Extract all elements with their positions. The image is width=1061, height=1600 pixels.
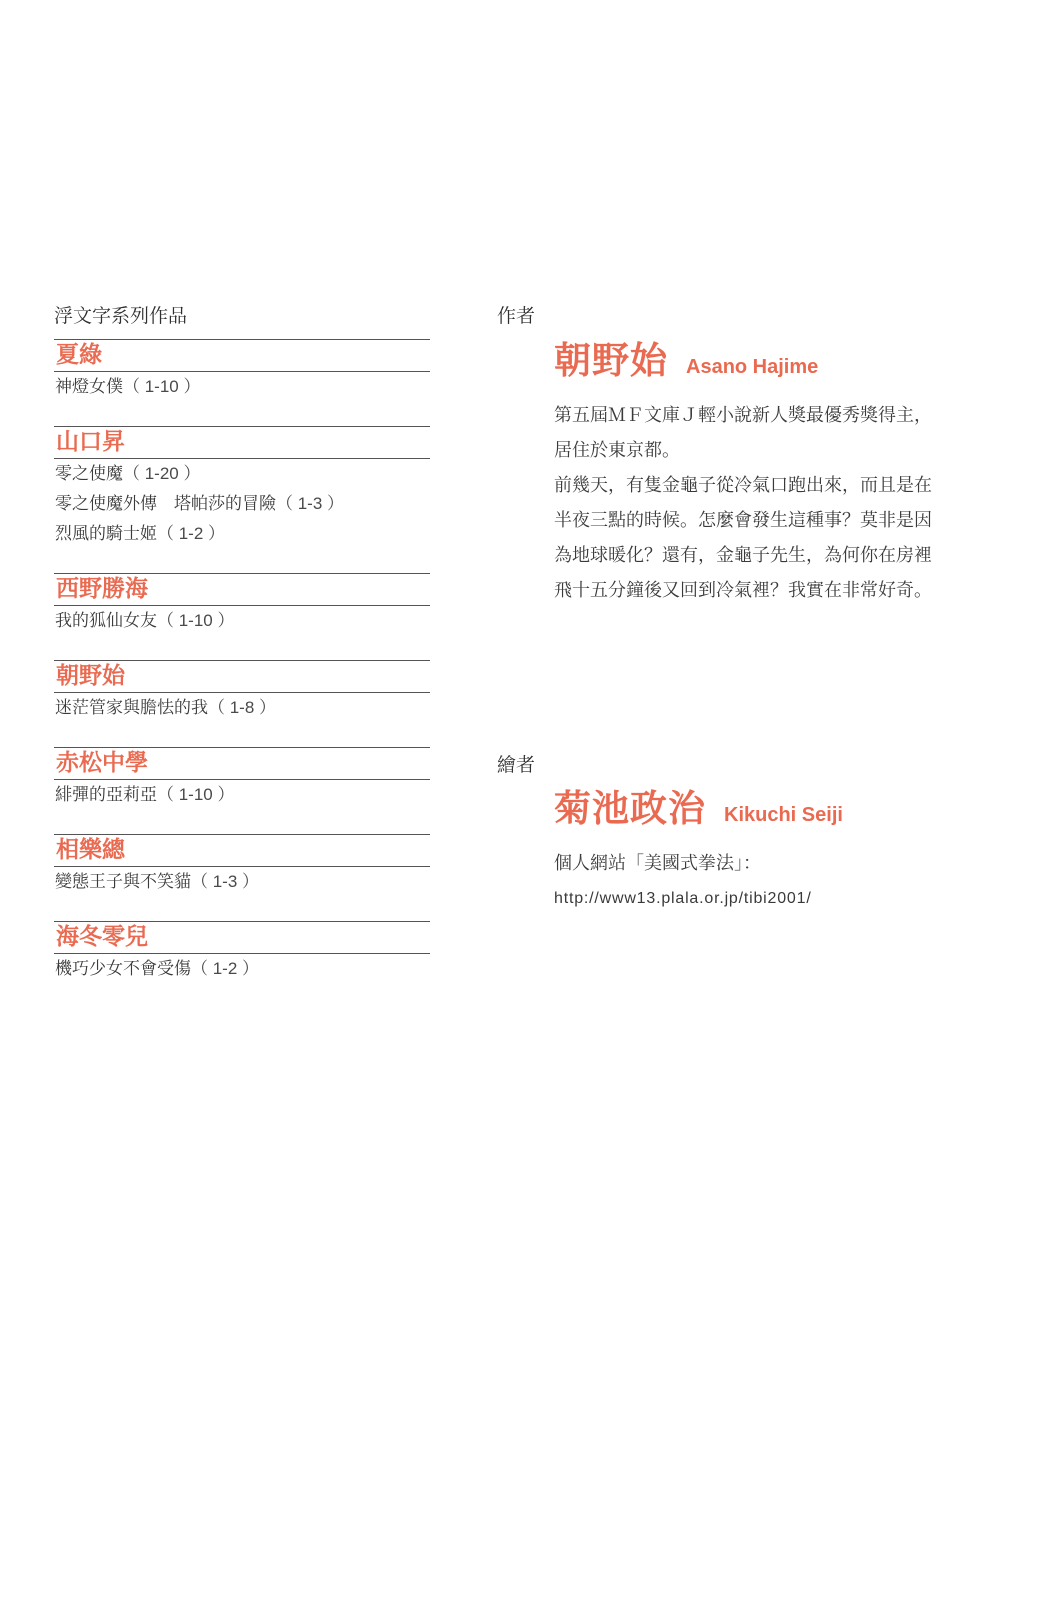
work-title: 烈風的騎士姬: [55, 524, 157, 544]
work-range: （ 1-8 ）: [208, 698, 277, 717]
illustrator-big-name: 菊池政治: [554, 787, 706, 830]
work-title: 變態王子與不笑貓: [55, 872, 191, 892]
author-big-name: 朝野始: [554, 339, 668, 382]
author-block: [54, 660, 430, 723]
author-block: [54, 834, 430, 897]
author-block: [54, 921, 430, 984]
bio-line: 第五屆ＭＦ文庫Ｊ輕小說新人獎最優秀獎得主，: [554, 405, 932, 426]
illustrator-name-row: [554, 778, 843, 832]
work-title: 神燈女僕: [55, 377, 123, 397]
work-range: （ 1-10 ）: [123, 377, 201, 396]
author-name: 相樂總: [54, 834, 430, 867]
bio-line: 為地球暖化？還有，金龜子先生，為何你在房裡: [554, 545, 932, 566]
bio-line: 前幾天，有隻金龜子從冷氣口跑出來，而且是在: [554, 475, 932, 496]
illustrator-label: 繪者: [497, 754, 536, 776]
work-range: （ 1-2 ）: [157, 524, 226, 543]
author-block: [54, 426, 430, 549]
illustrator-info: [554, 846, 994, 916]
author-name: 夏綠: [54, 339, 430, 372]
work-entry: [54, 606, 430, 636]
work-range: （ 1-3 ）: [191, 872, 260, 891]
work-entry: [54, 954, 430, 984]
author-block: [54, 339, 430, 402]
work-entry: [54, 780, 430, 810]
work-entry: [54, 459, 430, 489]
work-title: 迷茫管家與膽怯的我: [55, 698, 208, 718]
series-heading: 浮文字系列作品: [54, 305, 188, 327]
work-title: 緋彈的亞莉亞: [55, 785, 157, 805]
work-range: （ 1-10 ）: [157, 611, 235, 630]
author-name: 山口昇: [54, 426, 430, 459]
illustrator-romaji: Kikuchi Seiji: [724, 804, 843, 826]
work-title: 機巧少女不會受傷: [55, 959, 191, 979]
work-entry: [54, 372, 430, 402]
bio-line: 居住於東京都。: [554, 440, 680, 461]
author-name: 赤松中學: [54, 747, 430, 780]
work-entry: [54, 519, 430, 549]
work-title: 我的狐仙女友: [55, 611, 157, 631]
author-name: 朝野始: [54, 660, 430, 693]
author-bio: [554, 398, 994, 608]
work-entry: [54, 867, 430, 897]
author-name-row: [554, 330, 818, 384]
author-name: 海冬零兒: [54, 921, 430, 954]
author-block: [54, 573, 430, 636]
work-range: （ 1-3 ）: [276, 494, 345, 513]
work-entry: [54, 489, 430, 519]
series-works-column: [54, 303, 430, 1008]
site-url: http://www13.plala.or.jp/tibi2001/: [554, 890, 812, 907]
work-range: （ 1-10 ）: [157, 785, 235, 804]
author-label: 作者: [497, 305, 536, 327]
work-range: （ 1-20 ）: [123, 464, 201, 483]
work-range: （ 1-2 ）: [191, 959, 260, 978]
bio-line: 飛十五分鐘後又回到冷氣裡？我實在非常好奇。: [554, 580, 932, 601]
work-entry: [54, 693, 430, 723]
work-title: 零之使魔外傳 塔帕莎的冒險: [55, 494, 276, 514]
author-block: [54, 747, 430, 810]
author-romaji: Asano Hajime: [686, 356, 819, 378]
work-title: 零之使魔: [55, 464, 123, 484]
site-label: 個人網站「美國式拳法」：: [554, 853, 761, 874]
author-name: 西野勝海: [54, 573, 430, 606]
bio-line: 半夜三點的時候。怎麼會發生這種事？莫非是因: [554, 510, 932, 531]
